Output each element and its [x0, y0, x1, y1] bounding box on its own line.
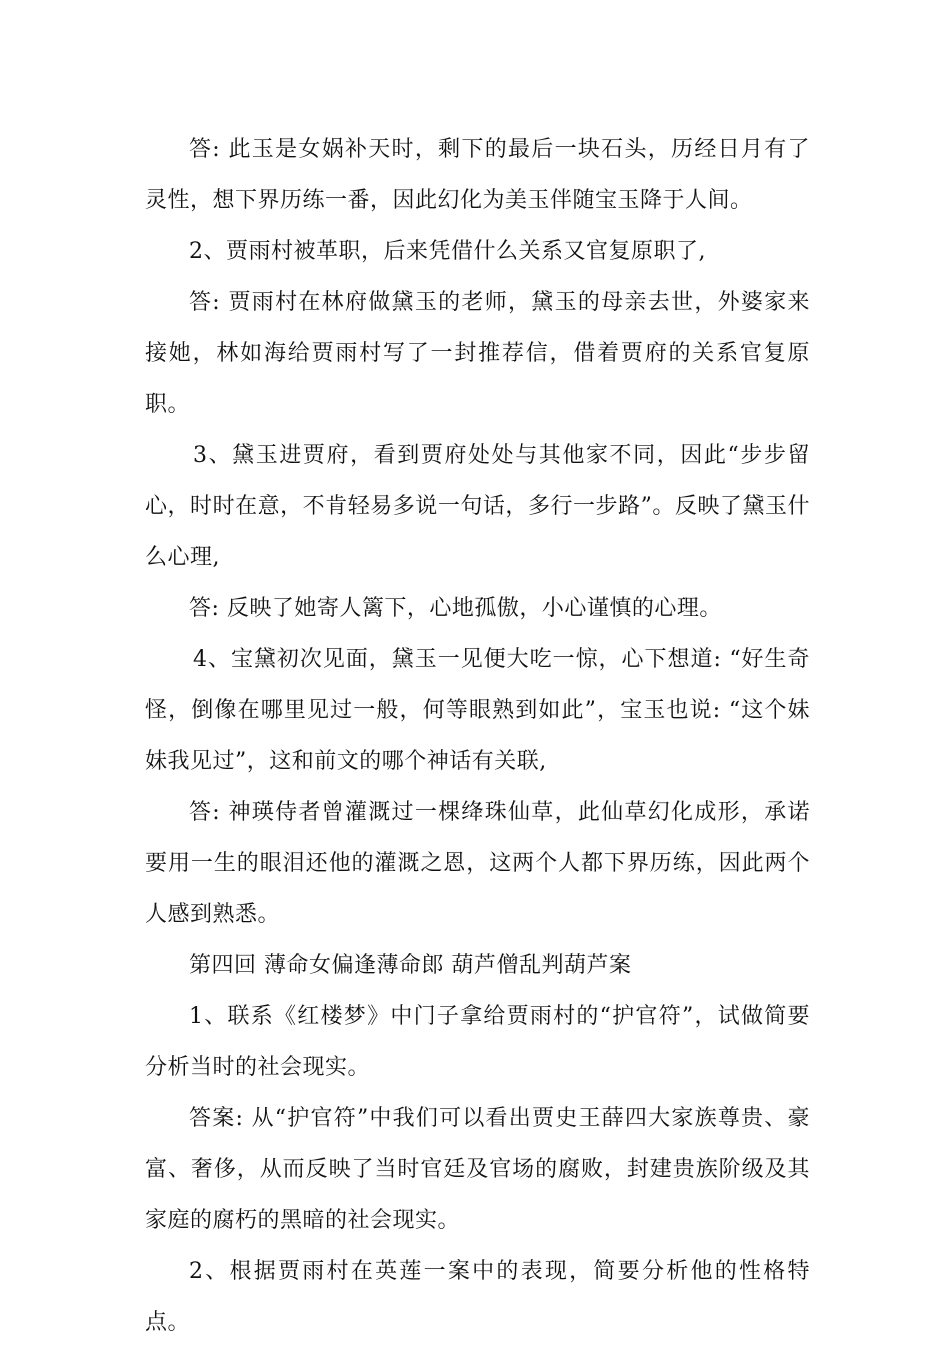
chapter-heading: 第四回 薄命女偏逢薄命郎 葫芦僧乱判葫芦案 [189, 953, 632, 978]
document-page [145, 124, 810, 1348]
answer-paragraph-2: 答: 贾雨村在林府做黛玉的老师，黛玉的母亲去世，外婆家来接她，林如海给贾雨村写了一封推荐信，借着贾府的关系官复原职。 [145, 290, 810, 417]
question-paragraph-ch4-1: 1、联系《红楼梦》中门子拿给贾雨村的“护官符”，试做简要分析当时的社会现实。 [145, 1004, 810, 1080]
question-paragraph-ch4-2: 2、根据贾雨村在英莲一案中的表现，简要分析他的性格特点。 [145, 1259, 810, 1335]
answer-paragraph-3: 答: 反映了她寄人篱下，心地孤傲，小心谨慎的心理。 [189, 596, 722, 621]
answer-paragraph-ch4-1: 答案: 从“护官符”中我们可以看出贾史王薛四大家族尊贵、豪富、奢侈，从而反映了当时官廷及官场的腐败，封建贵族阶级及其家庭的腐朽的黑暗的社会现实。 [145, 1106, 810, 1233]
question-paragraph-4: 4、宝黛初次见面，黛玉一见便大吃一惊，心下想道: “好生奇怪，倒像在哪里见过一般，何等眼熟到如此”，宝玉也说: “这个妹妹我见过”，这和前文的哪个神话有关联, [145, 647, 810, 774]
answer-paragraph-1: 答: 此玉是女娲补天时，剩下的最后一块石头，历经日月有了灵性，想下界历练一番，因此幻化为美玉伴随宝玉降于人间。 [145, 137, 810, 213]
question-paragraph-2: 2、贾雨村被革职，后来凭借什么关系又官复原职了, [189, 239, 706, 264]
answer-paragraph-4: 答: 神瑛侍者曾灌溉过一棵绛珠仙草，此仙草幻化成形，承诺要用一生的眼泪还他的灌溉之恩，这两个人都下界历练，因此两个人感到熟悉。 [145, 800, 810, 927]
question-paragraph-3: 3、黛玉进贾府，看到贾府处处与其他家不同，因此“步步留心，时时在意，不肯轻易多说一句话，多行一步路”。反映了黛玉什么心理, [145, 443, 810, 570]
